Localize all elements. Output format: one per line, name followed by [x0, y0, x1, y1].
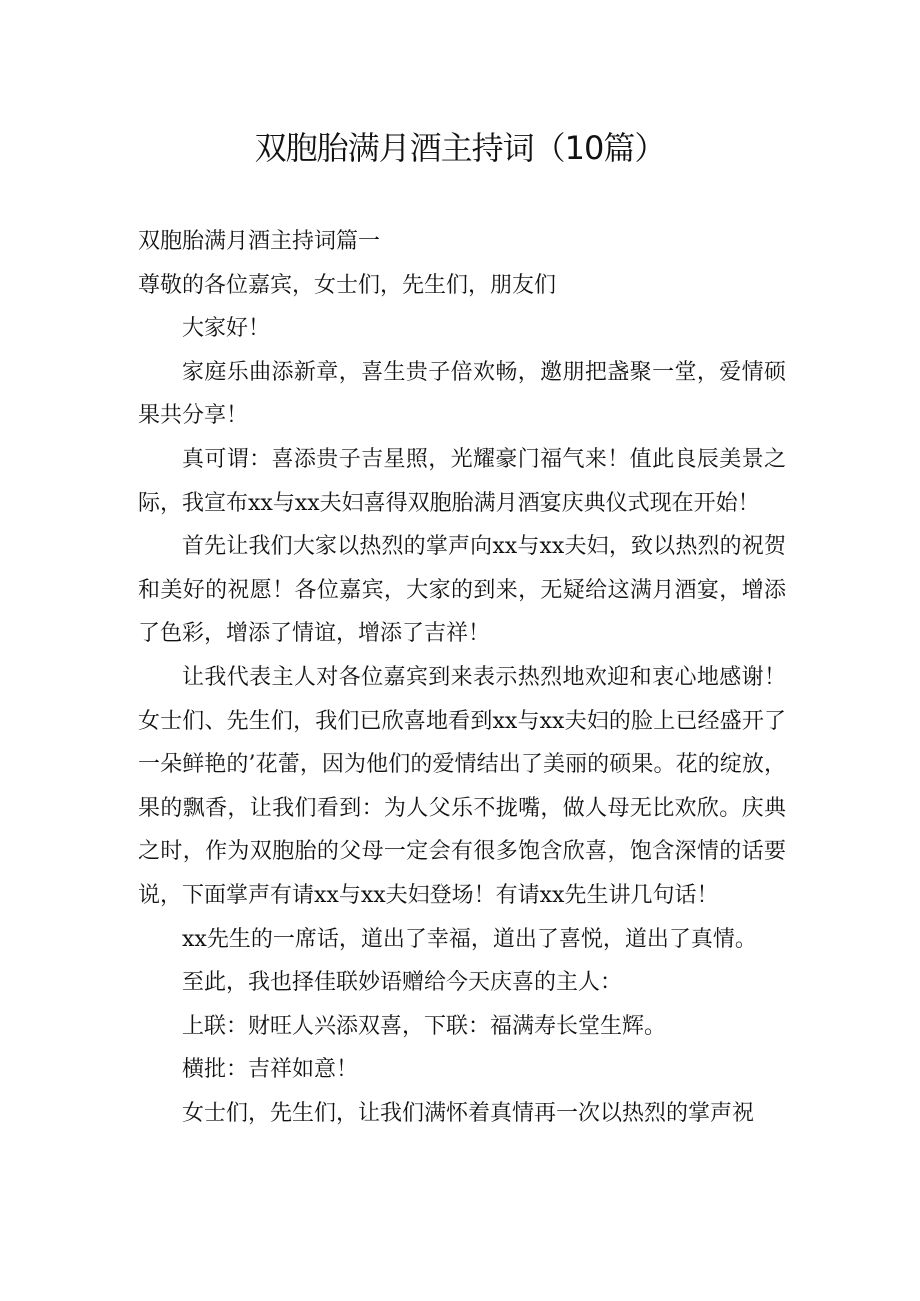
document-title: 双胞胎满月酒主持词（10篇）	[254, 129, 666, 167]
body-paragraph: 真可谓：喜添贵子吉星照，光耀豪门福气来！值此良辰美景之际，我宣布xx与xx夫妇喜得双胞胎满月酒宴庆典仪式现在开始！	[138, 446, 786, 516]
greeting-paragraph: 大家好！	[182, 316, 271, 342]
body-paragraph: 首先让我们大家以热烈的掌声向xx与xx夫妇，致以热烈的祝贺和美好的祝愿！各位嘉宾，大家的到来，无疑给这满月酒宴，增添了色彩，增添了情谊，增添了吉祥！	[138, 534, 786, 647]
section-heading: 双胞胎满月酒主持词篇一	[138, 229, 381, 254]
body-paragraph: xx先生的一席话，道出了幸福，道出了喜悦，道出了真情。	[182, 926, 757, 952]
body-paragraph: 女士们，先生们，让我们满怀着真情再一次以热烈的掌声祝	[182, 1100, 755, 1126]
body-paragraph: 至此，我也择佳联妙语赠给今天庆喜的主人：	[182, 970, 623, 996]
couplet-banner-paragraph: 横批：吉祥如意！	[182, 1057, 359, 1083]
body-paragraph: 让我代表主人对各位嘉宾到来表示热烈地欢迎和衷心地感谢！女士们、先生们，我们已欣喜地看到xx与xx夫妇的脸上已经盛开了一朵鲜艳的’花蕾，因为他们的爱情结出了美丽的硕果。花的绽放，果的飘香，让我们看到：为人父乐不拢嘴，做人母无比欢欣。庆典之时，作为双胞胎的父母一定会有很多饱含欣喜，饱含深情的话要说，下面掌声有请xx与xx夫妇登场！有请xx先生讲几句话！	[138, 664, 786, 908]
salutation-paragraph: 尊敬的各位嘉宾，女士们，先生们，朋友们	[138, 272, 557, 298]
body-paragraph: 家庭乐曲添新章，喜生贵子倍欢畅，邀朋把盏聚一堂，爱情硕果共分享！	[138, 359, 786, 429]
couplet-paragraph: 上联：财旺人兴添双喜，下联：福满寿长堂生辉。	[182, 1013, 667, 1039]
document-body	[138, 220, 786, 1135]
